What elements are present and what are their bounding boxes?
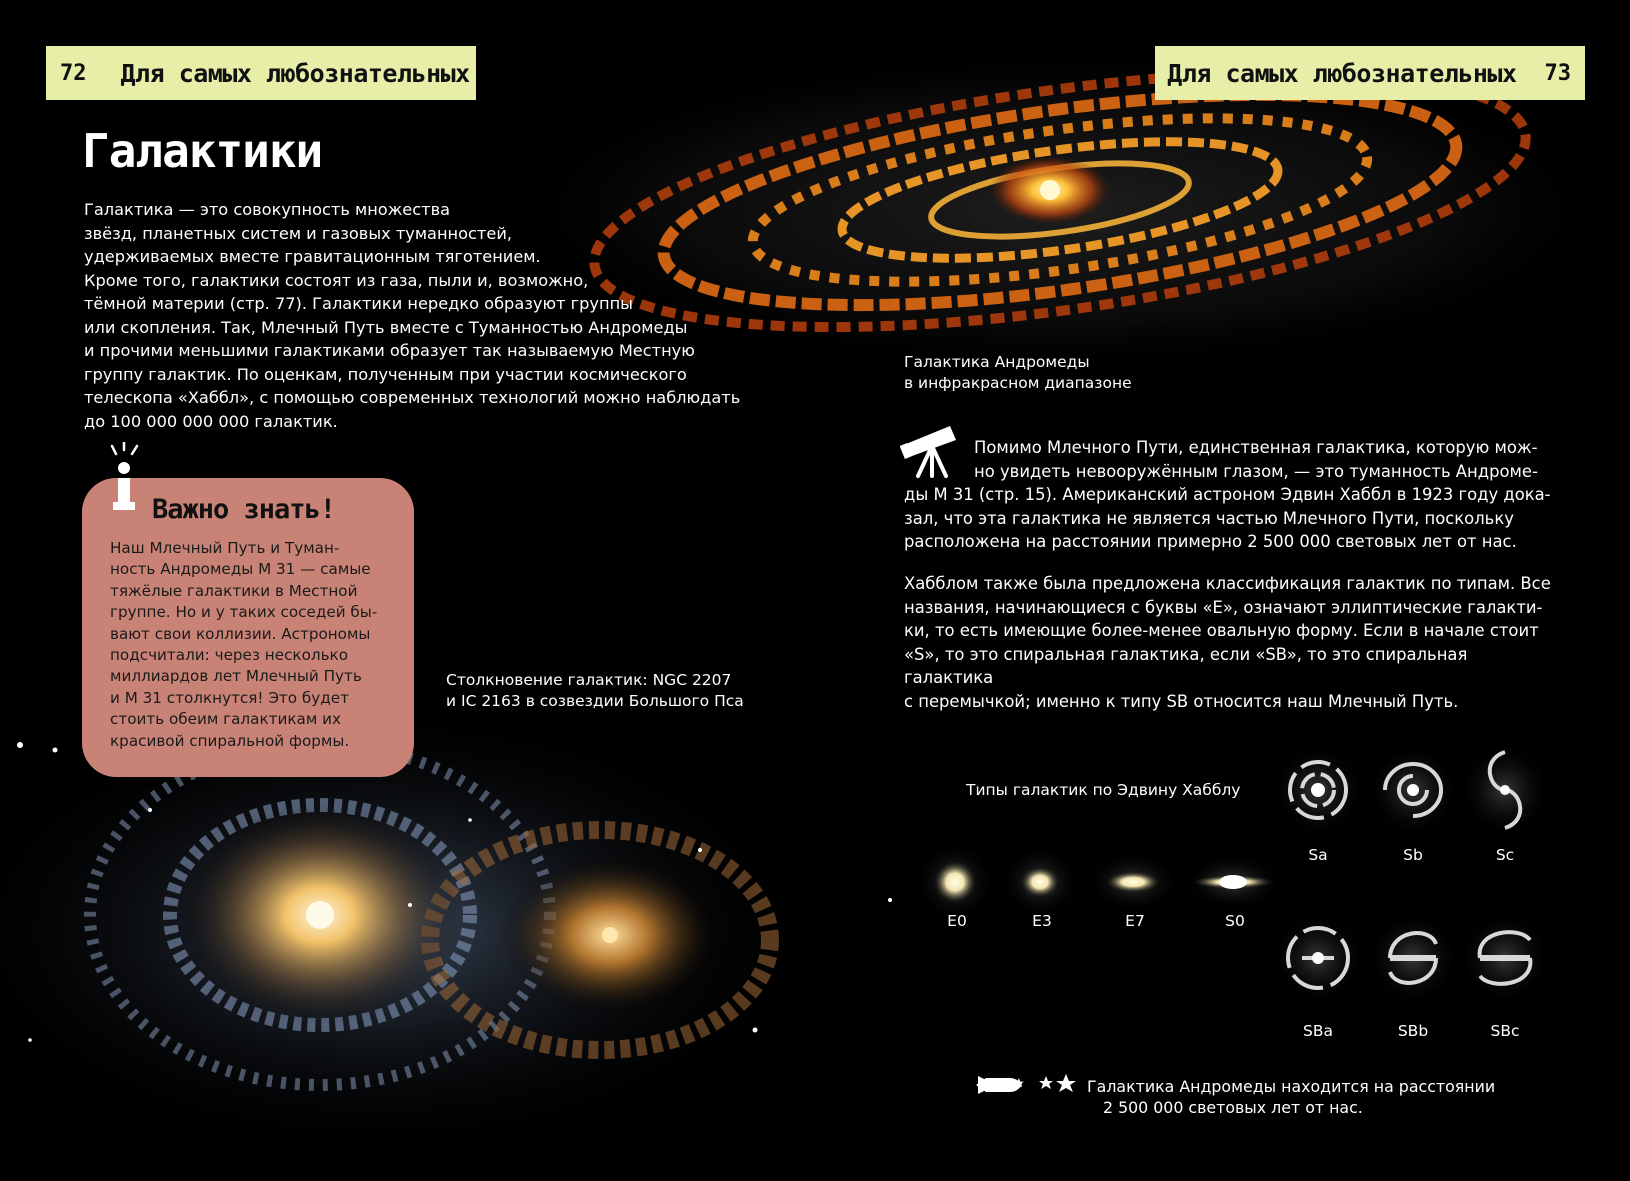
callout-line: группе. Но и у таких соседей бы- [110, 603, 378, 622]
callout-line: подсчитали: через несколько [110, 646, 349, 665]
paragraph-line: с перемычкой; именно к типу SB относится наш Млечный Путь. [904, 691, 1459, 711]
galaxy-Sc-icon [1459, 744, 1550, 836]
rocket-stars-icon [974, 1070, 1080, 1100]
label-Sb: Sb [1403, 846, 1423, 864]
page-title: Галактики [82, 124, 323, 178]
galaxy-Sb-icon [1367, 744, 1459, 836]
collision-caption [446, 670, 744, 712]
caption-line: и IC 2163 в созвездии Большого Пса [446, 692, 744, 710]
andromeda-caption [904, 352, 1132, 394]
intro-line: группу галактик. По оценкам, полученным при участии космического [84, 364, 687, 384]
galaxy-SBa-icon [1272, 912, 1364, 1004]
label-SBb: SBb [1397, 1022, 1429, 1040]
intro-line: и прочими меньшими галактиками образует так называемую Местную [84, 341, 695, 360]
paragraph-line: зал, что эта галактика не является частью Млечного Пути, поскольку [904, 508, 1514, 528]
galaxy-E3-icon [1000, 846, 1080, 918]
label-E7: E7 [1125, 912, 1145, 930]
label-Sc: Sc [1495, 846, 1515, 864]
footer-line: 2 500 000 световых лет от нас. [1103, 1098, 1363, 1117]
footer-fact [1087, 1076, 1495, 1118]
header-title: Для самых любознательных [120, 58, 470, 88]
caption-line: Галактика Андромеды [904, 353, 1090, 371]
galaxy-SBc-icon [1459, 912, 1550, 1004]
intro-line: удерживаемых вместе гравитационным тяготением. [84, 247, 541, 266]
paragraph-line: расположена на расстоянии примерно 2 500 000 световых лет от нас. [904, 532, 1517, 552]
page-number: 73 [1544, 60, 1571, 86]
galaxy-E0-icon [915, 842, 995, 922]
paragraph-line: но увидеть невооружённым глазом, — это туманность Андроме- [974, 461, 1538, 481]
info-icon [102, 442, 152, 522]
intro-line: до 100 000 000 000 галактик. [84, 411, 338, 431]
caption-line: Столкновение галактик: NGC 2207 [446, 671, 732, 689]
paragraph-line: названия, начинающиеся с буквы «Е», означают эллиптические галакти- [904, 597, 1543, 617]
header-title: Для самых любознательных [1167, 58, 1517, 88]
intro-line: или скопления. Так, Млечный Путь вместе с Туманностью Андромеды [84, 317, 688, 337]
intro-line: Кроме того, галактики состоят из газа, пыли и, возможно, [84, 270, 589, 290]
callout-line: стоить обеим галактикам их [110, 710, 341, 729]
important-callout [82, 478, 414, 777]
galaxy-SBb-icon [1367, 912, 1459, 1004]
callout-line: ность Андромеды М 31 — самые [110, 560, 371, 579]
callout-line: миллиардов лет Млечный Путь [110, 667, 362, 686]
paragraph-line: Помимо Млечного Пути, единственная галактика, которую мож- [974, 438, 1538, 457]
label-SBa: SBa [1303, 1022, 1333, 1040]
callout-line: тяжёлые галактики в Местной [110, 581, 358, 600]
intro-line: тёмной материи (стр. 77). Галактики нередко образуют группы [84, 294, 633, 313]
label-E3: E3 [1032, 912, 1052, 930]
page-header-right [1155, 46, 1585, 100]
paragraph-line: ды М 31 (стр. 15). Американский астроном Эдвин Хаббл в 1923 году дока- [904, 485, 1551, 505]
hubble-diagram-title: Типы галактик по Эдвину Хабблу [966, 781, 1241, 799]
intro-line: звёзд, планетных систем и газовых туманностей, [84, 223, 512, 243]
paragraph-line: ки, то есть имеющие более-менее овальную форму. Если в начале стоит [904, 621, 1539, 641]
paragraph-line: «S», то это спиральная галактика, если «SB», то это спиральная галактика [904, 644, 1468, 688]
label-E0: E0 [947, 912, 967, 930]
hubble-paragraph [904, 572, 1554, 714]
callout-title: Важно знать! [152, 494, 336, 525]
callout-line: и М 31 столкнутся! Это будет [110, 688, 349, 707]
intro-line: телескопа «Хаббл», с помощью современных технологий можно наблюдать [84, 388, 741, 407]
intro-line: Галактика — это совокупность множества [84, 200, 451, 219]
galaxy-S0-icon [1183, 854, 1283, 910]
callout-line: вают свои коллизии. Астрономы [110, 624, 371, 643]
page-header-left [46, 46, 476, 100]
intro-paragraph [84, 198, 774, 433]
label-SBc: SBc [1490, 1022, 1520, 1040]
hubble-diagram [900, 730, 1550, 1060]
callout-line: красивой спиральной формы. [110, 731, 350, 750]
galaxy-Sa-icon [1272, 744, 1364, 836]
paragraph-line: Хабблом также была предложена классификация галактик по типам. Все [904, 574, 1551, 593]
galaxy-E7-icon [1087, 852, 1179, 912]
callout-line: Наш Млечный Путь и Туман- [110, 539, 340, 557]
page-number: 72 [60, 60, 87, 86]
callout-body [110, 538, 400, 752]
label-Sa: Sa [1308, 846, 1328, 864]
caption-line: в инфракрасном диапазоне [904, 374, 1132, 392]
telescope-paragraph [904, 436, 1554, 554]
label-S0: S0 [1225, 912, 1245, 930]
footer-line: Галактика Андромеды находится на расстоянии [1087, 1077, 1496, 1096]
